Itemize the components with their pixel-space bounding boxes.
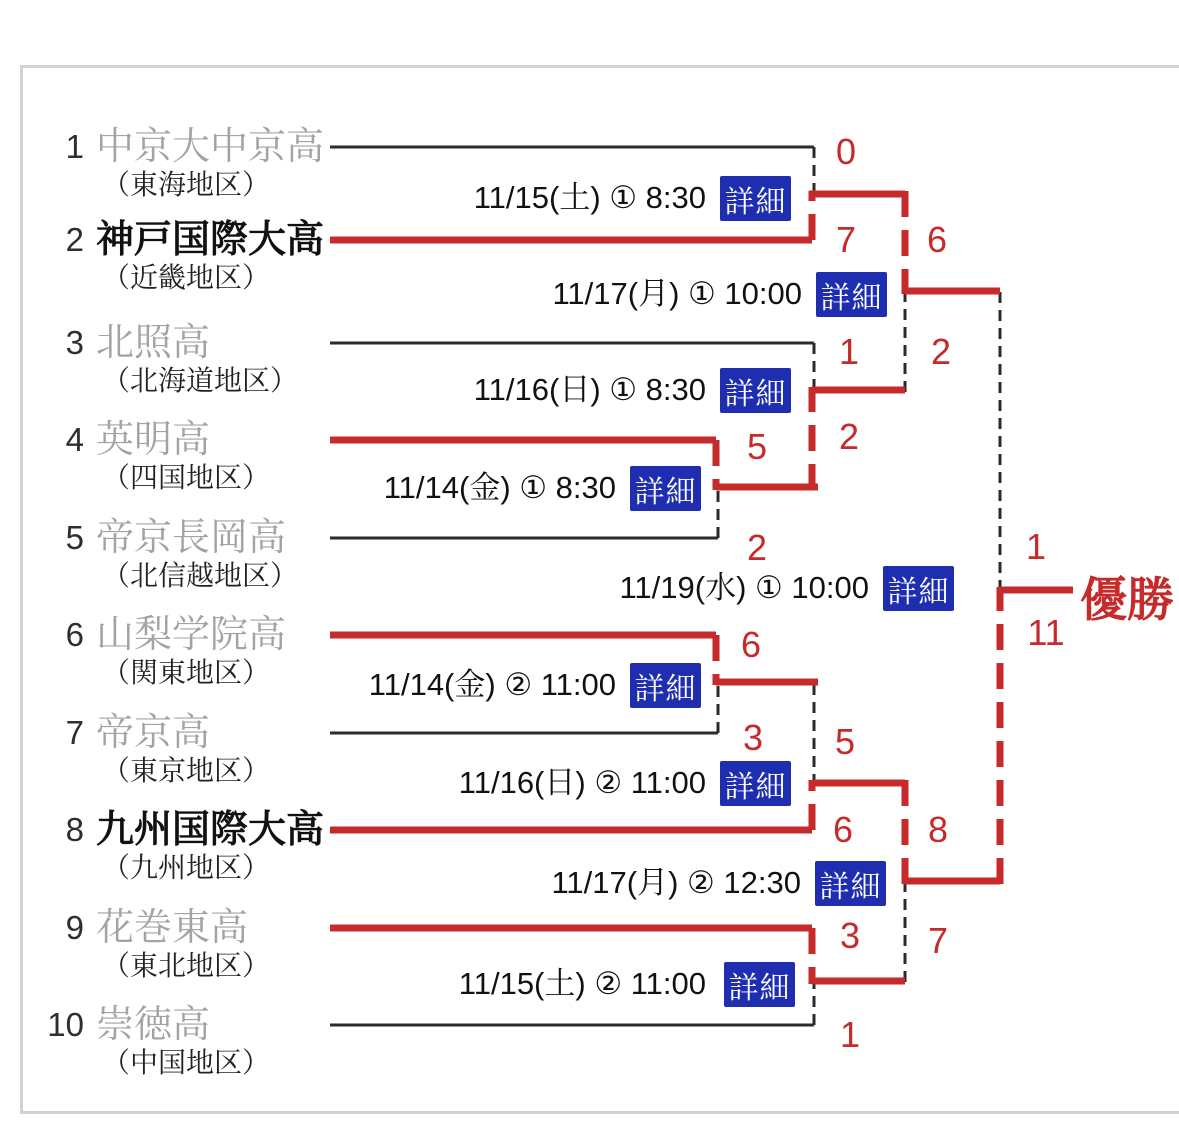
score-round1-game2-bottom: 2 [746,527,768,568]
detail-button-final[interactable]: 詳細 [883,566,954,611]
team-name-yamanashigakuin: 山梨学院高 [96,614,287,656]
score-round1-game4-bottom: 1 [839,1014,861,1055]
team-region-kyushukokusai: （九州地区） [102,852,271,883]
score-round1-game1-top: 0 [835,131,857,172]
detail-button-round1-game1[interactable]: 詳細 [720,176,791,221]
team-seed-2: 2 [65,221,84,258]
team-seed-10: 10 [47,1006,84,1043]
team-seed-6: 6 [65,616,84,653]
team-name-kyushukokusai: 九州国際大高 [96,809,325,851]
team-region-sotoku: （中国地区） [102,1047,271,1078]
detail-button-round1-game4[interactable]: 詳細 [724,962,795,1007]
team-name-teikyonagaoka: 帝京長岡高 [96,517,287,559]
score-final-top: 1 [1025,526,1047,567]
score-round1-game3-bottom: 3 [742,717,764,758]
team-seed-5: 5 [65,519,84,556]
team-region-hanamakihigashi: （東北地区） [102,950,271,981]
team-seed-7: 7 [65,714,84,751]
score-round1-game3-top: 6 [740,624,762,665]
team-name-hokusho: 北照高 [96,322,211,364]
detail-button-round1-game3[interactable]: 詳細 [630,663,701,708]
match-label-round1-game2: 11/14(金) ① 8:30 [383,470,616,505]
team-region-eimei: （四国地区） [102,462,271,493]
team-region-teikyonagaoka: （北信越地区） [102,560,299,591]
champion-label: 優勝 [1080,573,1174,626]
match-label-round2-game1: 11/16(日) ① 8:30 [473,372,706,407]
score-round2-game1-bottom: 2 [838,416,860,457]
match-label-semifinal-1: 11/17(月) ① 10:00 [552,276,802,311]
team-name-eimei: 英明高 [96,419,211,461]
team-region-teikyo: （東京地区） [102,755,271,786]
team-name-sotoku: 崇徳高 [96,1004,211,1046]
detail-button-round1-game2[interactable]: 詳細 [630,466,701,511]
match-label-round1-game4: 11/15(土) ② 11:00 [458,966,706,1001]
score-semifinal-1-bottom: 2 [930,331,952,372]
score-semifinal-2-bottom: 7 [927,920,949,961]
team-seed-9: 9 [65,909,84,946]
team-seed-8: 8 [65,811,84,848]
score-round2-game1-top: 1 [838,331,860,372]
team-region-kobekokusai: （近畿地区） [102,262,271,293]
team-name-teikyo: 帝京高 [96,712,211,754]
match-label-round1-game1: 11/15(土) ① 8:30 [473,180,706,215]
detail-button-semifinal-1[interactable]: 詳細 [816,272,887,317]
team-name-hanamakihigashi: 花巻東高 [96,907,249,949]
team-region-hokusho: （北海道地区） [102,365,299,396]
score-round2-game2-bottom: 6 [832,809,854,850]
score-semifinal-1-top: 6 [926,219,948,260]
match-label-semifinal-2: 11/17(月) ② 12:30 [551,865,801,900]
team-seed-4: 4 [65,421,84,458]
score-semifinal-2-top: 8 [927,809,949,850]
team-name-chukyo: 中京大中京高 [96,126,325,168]
team-region-yamanashigakuin: （関東地区） [102,657,271,688]
team-region-chukyo: （東海地区） [102,169,271,200]
match-label-round1-game3: 11/14(金) ② 11:00 [368,667,616,702]
match-label-final: 11/19(水) ① 10:00 [619,570,869,605]
score-final-bottom: 11 [1027,612,1065,653]
team-seed-1: 1 [65,128,84,165]
team-seed-3: 3 [65,324,84,361]
detail-button-semifinal-2[interactable]: 詳細 [815,861,886,906]
team-name-kobekokusai: 神戸国際大高 [96,219,325,261]
score-round1-game2-top: 5 [746,426,768,467]
detail-button-round2-game2[interactable]: 詳細 [720,761,791,806]
score-round1-game4-top: 3 [839,915,861,956]
score-round2-game2-top: 5 [834,721,856,762]
match-label-round2-game2: 11/16(日) ② 11:00 [458,765,706,800]
detail-button-round2-game1[interactable]: 詳細 [720,368,791,413]
score-round1-game1-bottom: 7 [835,219,857,260]
